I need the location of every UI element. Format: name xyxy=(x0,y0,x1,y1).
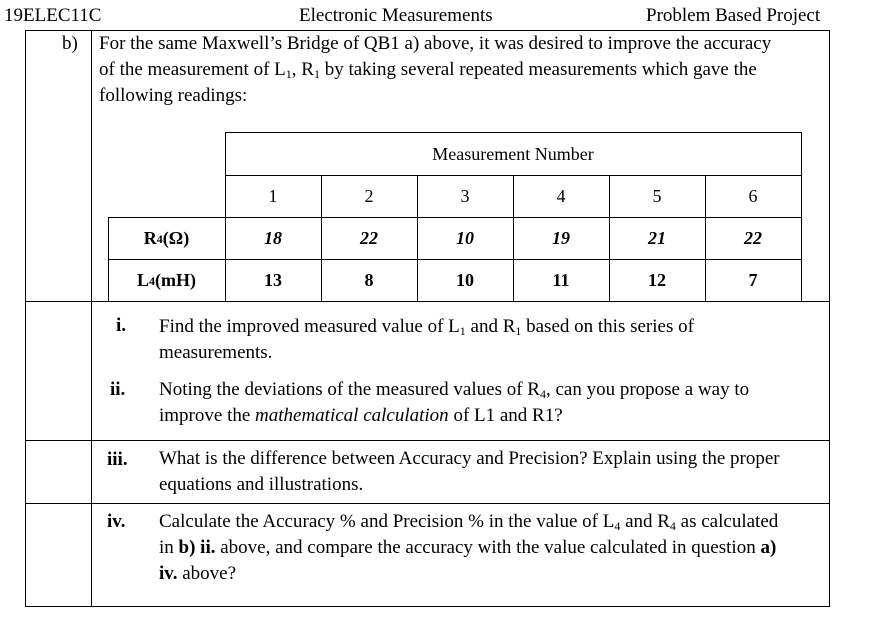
r4-row-label: R 4 (Ω) xyxy=(143,228,190,248)
question-line-2: of the measurement of $L_1$, $R_1$ by taking several repeated measurements which gave the xyxy=(99,59,757,81)
course-title: Electronic Measurements xyxy=(299,5,493,26)
l4-row-label: L 4 (mH) xyxy=(137,270,196,290)
r4-value: 10 xyxy=(456,228,474,248)
subq-iii-numeral: iii. xyxy=(107,449,128,470)
l4-value: 7 xyxy=(748,270,758,290)
l4-value: 11 xyxy=(552,270,570,290)
question-label: b) xyxy=(62,33,78,54)
r4-value: 22 xyxy=(360,228,378,248)
frame-divider xyxy=(91,30,92,607)
l4-value: 13 xyxy=(264,270,282,290)
measurement-number-header: Measurement Number xyxy=(432,143,594,164)
r4-value: 22 xyxy=(744,228,762,248)
l4-value: 10 xyxy=(456,270,474,290)
measurement-number: 3 xyxy=(460,186,470,206)
subq-ii-text: Noting the deviations of the measured values of $R_4$, can you propose a way to improve the mathematical calculation of L1 and R1? xyxy=(159,379,750,426)
measurement-number: 4 xyxy=(556,186,566,206)
subq-iii-text: What is the difference between Accuracy and Precision? Explain using the proper equations and illustrations. xyxy=(159,448,780,495)
frame-left xyxy=(25,30,26,607)
l4-value: 12 xyxy=(648,270,666,290)
subq-i-numeral: i. xyxy=(116,315,127,336)
frame-right xyxy=(829,30,830,607)
measurement-number: 6 xyxy=(748,186,758,206)
r4-value: 19 xyxy=(552,228,570,248)
row-sep-3 xyxy=(25,503,830,504)
course-code: 19ELEC11C xyxy=(4,5,102,26)
subq-ii-numeral: ii. xyxy=(110,379,126,400)
measurement-number: 2 xyxy=(364,186,374,206)
r4-value: 21 xyxy=(648,228,666,248)
subq-iv-text: Calculate the Accuracy % and Precision % in the value of $L_4$ and $R_4$ as calculated in b) ii. above, and compare the accuracy with the value calculated in question a) iv. above? xyxy=(159,511,779,584)
frame-bottom xyxy=(25,606,830,607)
question-line-3: following readings: xyxy=(99,85,248,106)
project-type: Problem Based Project xyxy=(646,5,821,26)
measurement-number: 1 xyxy=(268,186,278,206)
measurement-number: 5 xyxy=(652,186,662,206)
r4-value: 18 xyxy=(264,228,282,248)
l4-value: 8 xyxy=(364,270,374,290)
question-line-1: For the same Maxwell’s Bridge of QB1 a) above, it was desired to improve the accuracy xyxy=(99,33,772,54)
subq-iv-numeral: iv. xyxy=(107,511,126,532)
row-sep-2 xyxy=(25,440,830,441)
subq-i-text: Find the improved measured value of $L_1$ and $R_1$ based on this series of measurements. xyxy=(159,316,694,363)
